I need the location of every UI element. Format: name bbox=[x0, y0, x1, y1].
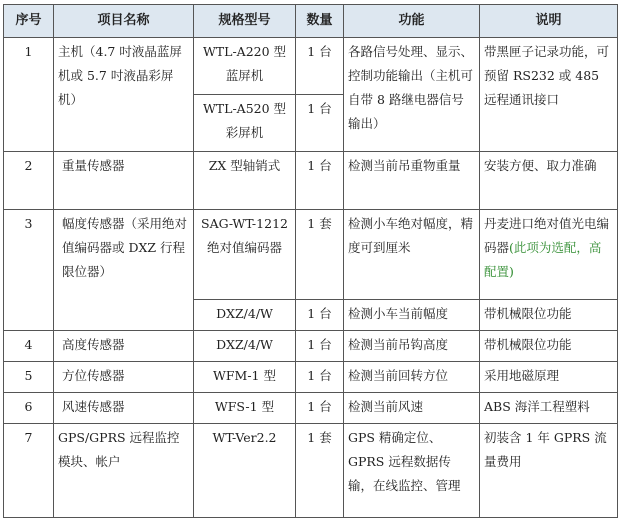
header-qty: 数量 bbox=[296, 5, 344, 38]
header-note: 说明 bbox=[480, 5, 618, 38]
table-row bbox=[4, 38, 618, 95]
header-function: 功能 bbox=[344, 5, 480, 38]
row-2-qty: 1 台 bbox=[296, 152, 344, 210]
row-3-model-b: DXZ/4/W bbox=[194, 299, 296, 330]
row-3-name: 幅度传感器（采用绝对值编码器或 DXZ 行程限位器） bbox=[54, 210, 194, 331]
table-row bbox=[4, 152, 618, 210]
row-2-function: 检测当前吊重物重量 bbox=[344, 152, 480, 210]
row-6-no: 6 bbox=[4, 392, 54, 423]
header-no: 序号 bbox=[4, 5, 54, 38]
table-row bbox=[4, 423, 618, 517]
row-6-function: 检测当前风速 bbox=[344, 392, 480, 423]
header-model: 规格型号 bbox=[194, 5, 296, 38]
table-header-row bbox=[4, 5, 618, 38]
row-3-no: 3 bbox=[4, 210, 54, 331]
row-1-function: 各路信号处理、显示、控制功能输出（主机可自带 8 路继电器信号输出） bbox=[344, 38, 480, 152]
row-6-name: 风速传感器 bbox=[54, 392, 194, 423]
row-6-qty: 1 台 bbox=[296, 392, 344, 423]
row-1-no: 1 bbox=[4, 38, 54, 152]
row-1-note: 带黑匣子记录功能，可预留 RS232 或 485 远程通讯接口 bbox=[480, 38, 618, 152]
spec-table bbox=[3, 4, 618, 518]
row-3-note-a-text: 丹麦进口绝对值光电编码器 bbox=[484, 216, 610, 256]
header-name: 项目名称 bbox=[54, 5, 194, 38]
row-3-note-a bbox=[480, 210, 618, 300]
row-4-name: 高度传感器 bbox=[54, 330, 194, 361]
row-2-model: ZX 型轴销式 bbox=[194, 152, 296, 210]
row-7-name: GPS/GPRS 远程监控模块、帐户 bbox=[54, 423, 194, 517]
row-4-no: 4 bbox=[4, 330, 54, 361]
row-7-function: GPS 精确定位、GPRS 远程数据传输，在线监控、管理 bbox=[344, 423, 480, 517]
row-1-qty-a: 1 台 bbox=[296, 38, 344, 95]
row-5-note: 采用地磁原理 bbox=[480, 361, 618, 392]
row-2-name: 重量传感器 bbox=[54, 152, 194, 210]
row-5-name: 方位传感器 bbox=[54, 361, 194, 392]
row-5-no: 5 bbox=[4, 361, 54, 392]
row-5-model: WFM-1 型 bbox=[194, 361, 296, 392]
row-4-note: 带机械限位功能 bbox=[480, 330, 618, 361]
row-3-note-b: 带机械限位功能 bbox=[480, 299, 618, 330]
row-7-note: 初装含 1 年 GPRS 流量费用 bbox=[480, 423, 618, 517]
row-7-model: WT-Ver2.2 bbox=[194, 423, 296, 517]
row-3-note-a-optional: (此项为选配，高配置) bbox=[484, 240, 602, 280]
row-1-model-a: WTL-A220 型蓝屏机 bbox=[194, 38, 296, 95]
row-3-qty-a: 1 套 bbox=[296, 210, 344, 300]
row-5-function: 检测当前回转方位 bbox=[344, 361, 480, 392]
table-row bbox=[4, 392, 618, 423]
row-3-model-a: SAG-WT-1212 绝对值编码器 bbox=[194, 210, 296, 300]
row-2-no: 2 bbox=[4, 152, 54, 210]
row-4-function: 检测当前吊钩高度 bbox=[344, 330, 480, 361]
row-4-qty: 1 台 bbox=[296, 330, 344, 361]
row-3-function-a: 检测小车绝对幅度，精度可到厘米 bbox=[344, 210, 480, 300]
table-row bbox=[4, 361, 618, 392]
row-4-model: DXZ/4/W bbox=[194, 330, 296, 361]
row-3-function-b: 检测小车当前幅度 bbox=[344, 299, 480, 330]
table-row bbox=[4, 210, 618, 300]
table-row bbox=[4, 330, 618, 361]
row-7-qty: 1 套 bbox=[296, 423, 344, 517]
row-7-no: 7 bbox=[4, 423, 54, 517]
row-2-note: 安装方便、取力准确 bbox=[480, 152, 618, 210]
row-1-name: 主机（4.7 吋液晶蓝屏机或 5.7 吋液晶彩屏机） bbox=[54, 38, 194, 152]
spec-table-container bbox=[3, 4, 617, 518]
row-5-qty: 1 台 bbox=[296, 361, 344, 392]
row-6-model: WFS-1 型 bbox=[194, 392, 296, 423]
row-1-model-b: WTL-A520 型彩屏机 bbox=[194, 94, 296, 152]
row-1-qty-b: 1 台 bbox=[296, 94, 344, 152]
row-3-qty-b: 1 台 bbox=[296, 299, 344, 330]
row-6-note: ABS 海洋工程塑料 bbox=[480, 392, 618, 423]
